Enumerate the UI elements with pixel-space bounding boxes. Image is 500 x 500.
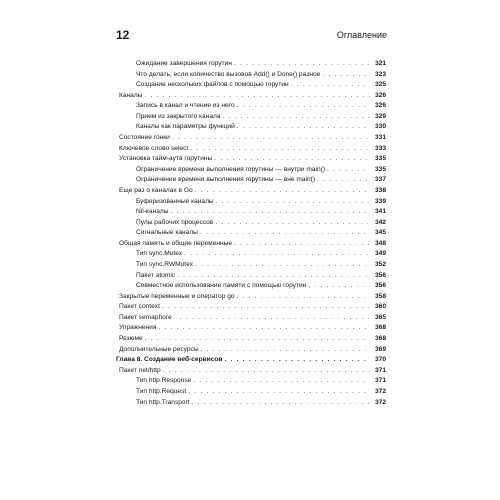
toc-entry[interactable] xyxy=(116,239,386,250)
toc-entry[interactable] xyxy=(116,398,386,409)
running-header: Оглавление xyxy=(336,30,387,40)
toc-entry-label: Запись в канал и чтение из него xyxy=(136,102,235,110)
toc-leader-dots xyxy=(195,260,370,271)
toc-leader-dots xyxy=(237,122,370,133)
toc-leader-dots xyxy=(214,154,370,165)
toc-leader-dots xyxy=(190,144,370,155)
toc-leader-dots xyxy=(162,302,370,313)
toc-entry[interactable] xyxy=(116,207,386,218)
toc-leader-dots xyxy=(193,376,370,387)
toc-entry[interactable] xyxy=(116,387,386,398)
toc-leader-dots xyxy=(291,80,370,91)
toc-entry-page: 335 xyxy=(374,165,386,173)
toc-entry[interactable] xyxy=(116,175,386,186)
toc-entry[interactable] xyxy=(116,249,386,260)
toc-entry-page: 325 xyxy=(374,81,386,89)
toc-entry-label: Ограничение времени выполнения горутины — вне main() xyxy=(136,176,316,184)
toc-entry-page: 372 xyxy=(374,387,386,395)
toc-entry[interactable] xyxy=(116,271,386,282)
toc-leader-dots xyxy=(322,70,370,81)
toc-entry[interactable] xyxy=(116,323,386,334)
toc-entry-page: 368 xyxy=(374,335,386,343)
toc-leader-dots xyxy=(224,355,370,366)
toc-entry[interactable] xyxy=(116,112,386,123)
toc-entry[interactable] xyxy=(116,186,386,197)
toc-entry-label: Пакет semaphore xyxy=(119,313,172,321)
toc-entry-page: 370 xyxy=(374,356,386,364)
toc-entry[interactable] xyxy=(116,345,386,356)
toc-entry-page: 338 xyxy=(374,186,386,194)
toc-entry[interactable] xyxy=(116,154,386,165)
toc-entry-label: Прием из закрытого канала xyxy=(136,112,221,120)
toc-entry[interactable] xyxy=(116,334,386,345)
toc-entry-label: Что делать, если количество вызовов Add() и Done() разное xyxy=(136,70,321,78)
toc-entry-label: Установка тайм-аута горутины xyxy=(119,155,213,163)
toc-entry-label: Дополнительные ресурсы xyxy=(119,345,199,353)
toc-leader-dots xyxy=(200,228,370,239)
toc-entry-page: 358 xyxy=(374,292,386,300)
toc-entry-page: 349 xyxy=(374,250,386,258)
toc-leader-dots xyxy=(158,323,370,334)
toc-leader-dots xyxy=(237,101,370,112)
toc-leader-dots xyxy=(145,334,370,345)
toc-leader-dots xyxy=(216,197,370,208)
toc-leader-dots xyxy=(308,281,370,292)
toc-entry[interactable] xyxy=(116,70,386,81)
toc-entry-page: 339 xyxy=(374,197,386,205)
toc-entry-page: 348 xyxy=(374,239,386,247)
toc-entry-page: 352 xyxy=(374,260,386,268)
toc-entry-label: Закрытые переменные и оператор go xyxy=(119,292,235,300)
toc-leader-dots xyxy=(215,218,370,229)
toc-entry-label: Ожидание завершения горутин xyxy=(136,60,232,67)
toc-entry-page: 360 xyxy=(374,303,386,311)
toc-entry-label: Каналы как параметры функций xyxy=(136,123,235,131)
toc-leader-dots xyxy=(237,292,370,303)
toc-entry[interactable] xyxy=(116,313,386,324)
page-number: 12 xyxy=(116,28,130,42)
toc-chapter-entry[interactable] xyxy=(116,355,386,366)
toc-leader-dots xyxy=(192,398,370,409)
toc-entry[interactable] xyxy=(116,197,386,208)
toc-leader-dots xyxy=(184,249,370,260)
toc-entry-label: Создание нескольких файлов с помощью горутин xyxy=(136,81,289,89)
toc-entry[interactable] xyxy=(116,80,386,91)
toc-entry-page: 356 xyxy=(374,271,386,279)
toc-entry-page: 321 xyxy=(374,60,386,67)
toc-entry-page: 371 xyxy=(374,366,386,374)
toc-entry[interactable] xyxy=(116,281,386,292)
toc-entry-page: 365 xyxy=(374,313,386,321)
toc-entry-label: Тип http.Transport xyxy=(136,398,190,406)
toc-entry[interactable] xyxy=(116,228,386,239)
toc-entry-label: Еще раз о каналах в Go xyxy=(119,186,193,194)
toc-entry-page: 345 xyxy=(374,229,386,237)
toc-entry[interactable] xyxy=(116,260,386,271)
toc-entry[interactable] xyxy=(116,101,386,112)
toc-entry[interactable] xyxy=(116,122,386,133)
toc-entry-page: 329 xyxy=(374,112,386,120)
table-of-contents xyxy=(116,59,386,408)
toc-entry[interactable] xyxy=(116,302,386,313)
toc-leader-dots xyxy=(163,366,370,377)
toc-entry[interactable] xyxy=(116,165,386,176)
toc-leader-dots xyxy=(317,175,370,186)
toc-entry-label: Упражнения xyxy=(119,324,157,332)
toc-entry[interactable] xyxy=(116,376,386,387)
toc-entry-page: 342 xyxy=(374,218,386,226)
toc-entry-label: Состояние гонки xyxy=(119,134,170,142)
toc-entry-label: Пулы рабочих процессов xyxy=(136,218,214,226)
toc-entry-label: Общая память и общие переменные xyxy=(119,239,233,247)
toc-entry-page: 333 xyxy=(374,144,386,152)
toc-entry-page: 326 xyxy=(374,91,386,99)
toc-entry-page: 371 xyxy=(374,377,386,385)
toc-entry[interactable] xyxy=(116,366,386,377)
toc-entry-label: Ограничение времени выполнения горутины — внутри main() xyxy=(136,165,326,173)
toc-entry-label: Буферизованные каналы xyxy=(136,197,214,205)
toc-entry[interactable] xyxy=(116,292,386,303)
toc-entry[interactable] xyxy=(116,59,386,70)
toc-entry[interactable] xyxy=(116,218,386,229)
toc-entry-label: Пакет net/http xyxy=(119,366,161,374)
toc-leader-dots xyxy=(234,239,370,250)
toc-leader-dots xyxy=(144,91,370,102)
toc-entry-page: 337 xyxy=(374,176,386,184)
toc-leader-dots xyxy=(327,165,370,176)
toc-entry-page: 323 xyxy=(374,70,386,78)
toc-entry-label: Сигнальные каналы xyxy=(136,229,198,237)
toc-entry-page: 368 xyxy=(374,324,386,332)
toc-entry-label: Совместное использование памяти с помощью горутин xyxy=(136,282,307,290)
toc-entry-label: Тип http.Response xyxy=(136,377,192,385)
toc-entry[interactable] xyxy=(116,133,386,144)
toc-entry-label: Nil-каналы xyxy=(136,208,169,216)
toc-entry-page: 335 xyxy=(374,155,386,163)
toc-entry-label: Пакет context xyxy=(119,303,160,311)
toc-entry-page: 341 xyxy=(374,208,386,216)
toc-entry-page: 372 xyxy=(374,398,386,406)
toc-leader-dots xyxy=(234,59,370,70)
toc-entry-page: 330 xyxy=(374,123,386,131)
toc-leader-dots xyxy=(195,186,370,197)
toc-entry-label: Резюме xyxy=(119,335,143,343)
toc-leader-dots xyxy=(223,112,370,123)
toc-entry-label: Глава 8. Создание веб-сервисов xyxy=(116,356,223,364)
toc-leader-dots xyxy=(177,271,370,282)
toc-entry-page: 331 xyxy=(374,134,386,142)
toc-entry-label: Тип http.Request xyxy=(136,387,187,395)
toc-entry-page: 356 xyxy=(374,282,386,290)
toc-entry-label: Каналы xyxy=(119,91,143,99)
toc-leader-dots xyxy=(170,207,370,218)
toc-leader-dots xyxy=(172,133,370,144)
toc-entry[interactable] xyxy=(116,144,386,155)
toc-leader-dots xyxy=(201,345,370,356)
toc-entry-page: 369 xyxy=(374,345,386,353)
toc-leader-dots xyxy=(188,387,370,398)
toc-leader-dots xyxy=(174,313,370,324)
toc-entry-label: Пакет atomic xyxy=(136,271,176,279)
toc-entry-page: 326 xyxy=(374,102,386,110)
toc-entry[interactable] xyxy=(116,91,386,102)
toc-entry-label: Тип sync.RWMutex xyxy=(136,260,194,268)
toc-entry-label: Ключевое слово select xyxy=(119,144,189,152)
toc-entry-label: Тип sync.Mutex xyxy=(136,250,183,258)
